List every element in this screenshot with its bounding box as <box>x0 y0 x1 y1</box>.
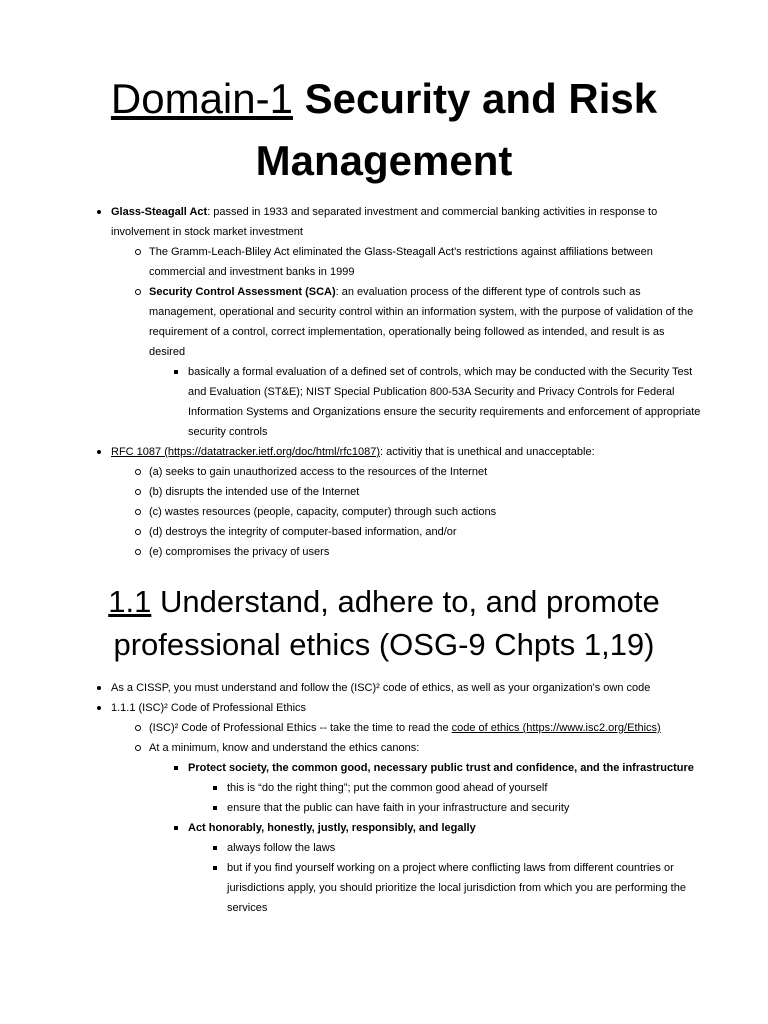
section-link[interactable]: 1.1 <box>108 584 152 619</box>
canon-title: Protect society, the common good, necessary public trust and confidence, and the infrastructure <box>188 762 694 774</box>
page-title <box>40 68 728 192</box>
list-item: ensure that the public can have faith in your infrastructure and security <box>227 798 701 818</box>
list-item-sca-detail: basically a formal evaluation of a defined set of controls, which may be conducted with the Security Test and Evaluation (ST&E); NIST Special Publication 800-53A Security and Privacy Controls for Federal Information Systems and Organizations ensure the security requirements and enforcement of appropriate security controls <box>188 362 701 442</box>
list-item-sca <box>149 282 701 442</box>
section1-list <box>111 202 701 562</box>
rfc-desc: : activitiy that is unethical and unacceptable: <box>380 446 595 458</box>
sca-desc: : an evaluation process of the different type of controls such as management, operational and security control within an information system, with the purpose of validation of the requirement of a control, correct implementation, operationally being followed as intended, and result is as desired <box>149 286 694 358</box>
list-item-intro: As a CISSP, you must understand and follow the (ISC)² code of ethics, as well as your organization's own code <box>111 678 701 698</box>
glass-sublist <box>149 242 701 442</box>
read-code-text: (ISC)² Code of Professional Ethics -- take the time to read the <box>149 722 452 734</box>
list-item: (e) compromises the privacy of users <box>149 542 701 562</box>
list-item-gramm: The Gramm-Leach-Bliley Act eliminated the Glass-Steagall Act's restrictions against affiliations between commercial and investment banks in 1999 <box>149 242 701 282</box>
canon-sublist <box>227 778 701 818</box>
canon-sublist <box>227 838 701 918</box>
title-text: Security and Risk Management <box>255 75 658 184</box>
canon-item <box>188 818 701 918</box>
section2-list <box>111 678 701 918</box>
list-item: but if you find yourself working on a project where conflicting laws from different countries or jurisdictions apply, you should prioritize the local jurisdiction from which you are performing the services <box>227 858 701 918</box>
list-item: (b) disrupts the intended use of the Internet <box>149 482 701 502</box>
canon-item <box>188 758 701 818</box>
ethics-link[interactable]: code of ethics (https://www.isc2.org/Ethics) <box>451 722 661 734</box>
list-item: (d) destroys the integrity of computer-based information, and/or <box>149 522 701 542</box>
list-item-glass-steagall <box>111 202 701 442</box>
domain-link[interactable]: Domain-1 <box>110 75 293 122</box>
section-heading-text: Understand, adhere to, and promote professional ethics (OSG-9 Chpts 1,19) <box>113 584 660 662</box>
list-item: (a) seeks to gain unauthorized access to the resources of the Internet <box>149 462 701 482</box>
canon-title: Act honorably, honestly, justly, responsibly, and legally <box>188 822 476 834</box>
list-item-code <box>111 698 701 918</box>
rfc-sublist <box>149 462 701 562</box>
rfc-link[interactable]: RFC 1087 (https://datatracker.ietf.org/doc/html/rfc1087) <box>111 446 381 458</box>
list-item-rfc <box>111 442 701 562</box>
list-item-canons <box>149 738 701 918</box>
list-item: (c) wastes resources (people, capacity, computer) through such actions <box>149 502 701 522</box>
glass-steagall-term: Glass-Steagall Act <box>111 206 208 218</box>
list-item: always follow the laws <box>227 838 701 858</box>
sca-term: Security Control Assessment (SCA) <box>149 286 336 298</box>
list-item-read-code <box>149 718 701 738</box>
section-heading <box>40 580 728 666</box>
glass-steagall-desc: : passed in 1933 and separated investment and commercial banking activities in response to involvement in stock market investment <box>111 206 658 238</box>
canons-intro: At a minimum, know and understand the ethics canons: <box>149 742 420 754</box>
code-sublist <box>149 718 701 918</box>
list-item: this is “do the right thing”; put the common good ahead of yourself <box>227 778 701 798</box>
code-title: 1.1.1 (ISC)² Code of Professional Ethics <box>111 702 307 714</box>
canons-list <box>188 758 701 918</box>
sca-sublist <box>188 362 701 442</box>
